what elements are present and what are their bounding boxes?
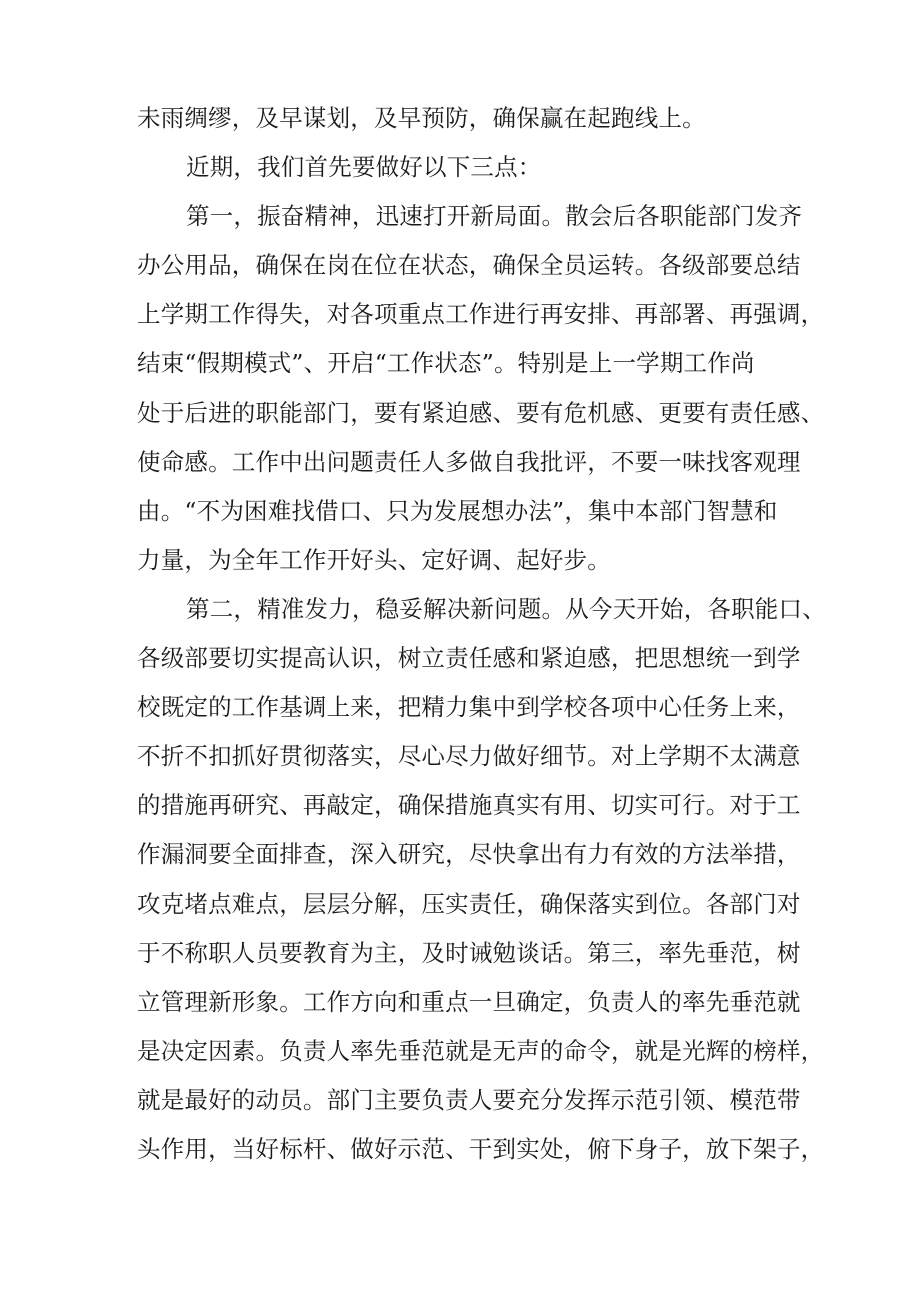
text-line: 由。“不为困难找借口、只为发展想办法”，集中本部门智慧和: [137, 496, 778, 525]
text-line: 第二，精准发力，稳妥解决新问题。从今天开始，各职能口、: [186, 594, 826, 623]
text-line: 近期，我们首先要做好以下三点：: [186, 153, 542, 182]
text-line: 是决定因素。负责人率先垂范就是无声的命令，就是光辉的榜样，: [137, 1036, 825, 1065]
text-line: 未雨绸缪，及早谋划，及早预防，确保赢在起跑线上。: [137, 104, 706, 132]
text-line: 上学期工作得失，对各项重点工作进行再安排、再部署、再强调，: [137, 300, 825, 329]
text-line: 攻克堵点难点，层层分解，压实责任，确保落实到位。各部门对: [137, 889, 801, 918]
text-line: 于不称职人员要教育为主，及时诫勉谈话。第三，率先垂范，树: [137, 938, 801, 967]
text-line: 使命感。工作中出问题责任人多做自我批评，不要一味找客观理: [137, 447, 801, 476]
text-line: 就是最好的动员。部门主要负责人要充分发挥示范引领、模范带: [137, 1085, 801, 1114]
text-line: 作漏洞要全面排查，深入研究，尽快拿出有力有效的方法举措，: [137, 840, 801, 869]
text-line: 处于后进的职能部门，要有紧迫感、要有危机感、更要有责任感、: [137, 398, 825, 427]
text-line: 不折不扣抓好贯彻落实，尽心尽力做好细节。对上学期不太满意: [137, 742, 801, 771]
text-line: 立管理新形象。工作方向和重点一旦确定，负责人的率先垂范就: [137, 987, 801, 1016]
text-line: 第一，振奋精神，迅速打开新局面。散会后各职能部门发齐: [186, 202, 803, 231]
text-line: 结束“假期模式”、开启“工作状态”。特别是上一学期工作尚: [137, 349, 755, 378]
text-line: 办公用品，确保在岗在位在状态，确保全员运转。各级部要总结: [137, 251, 801, 280]
text-line: 力量，为全年工作开好头、定好调、起好步。: [137, 545, 611, 574]
text-line: 头作用，当好标杆、做好示范、干到实处，俯下身子，放下架子，: [137, 1134, 825, 1163]
text-line: 校既定的工作基调上来，把精力集中到学校各项中心任务上来，: [137, 693, 801, 722]
text-line: 各级部要切实提高认识，树立责任感和紧迫感，把思想统一到学: [137, 644, 801, 673]
text-line: 的措施再研究、再敲定，确保措施真实有用、切实可行。对于工: [137, 791, 801, 820]
body-text: [137, 94, 826, 1174]
